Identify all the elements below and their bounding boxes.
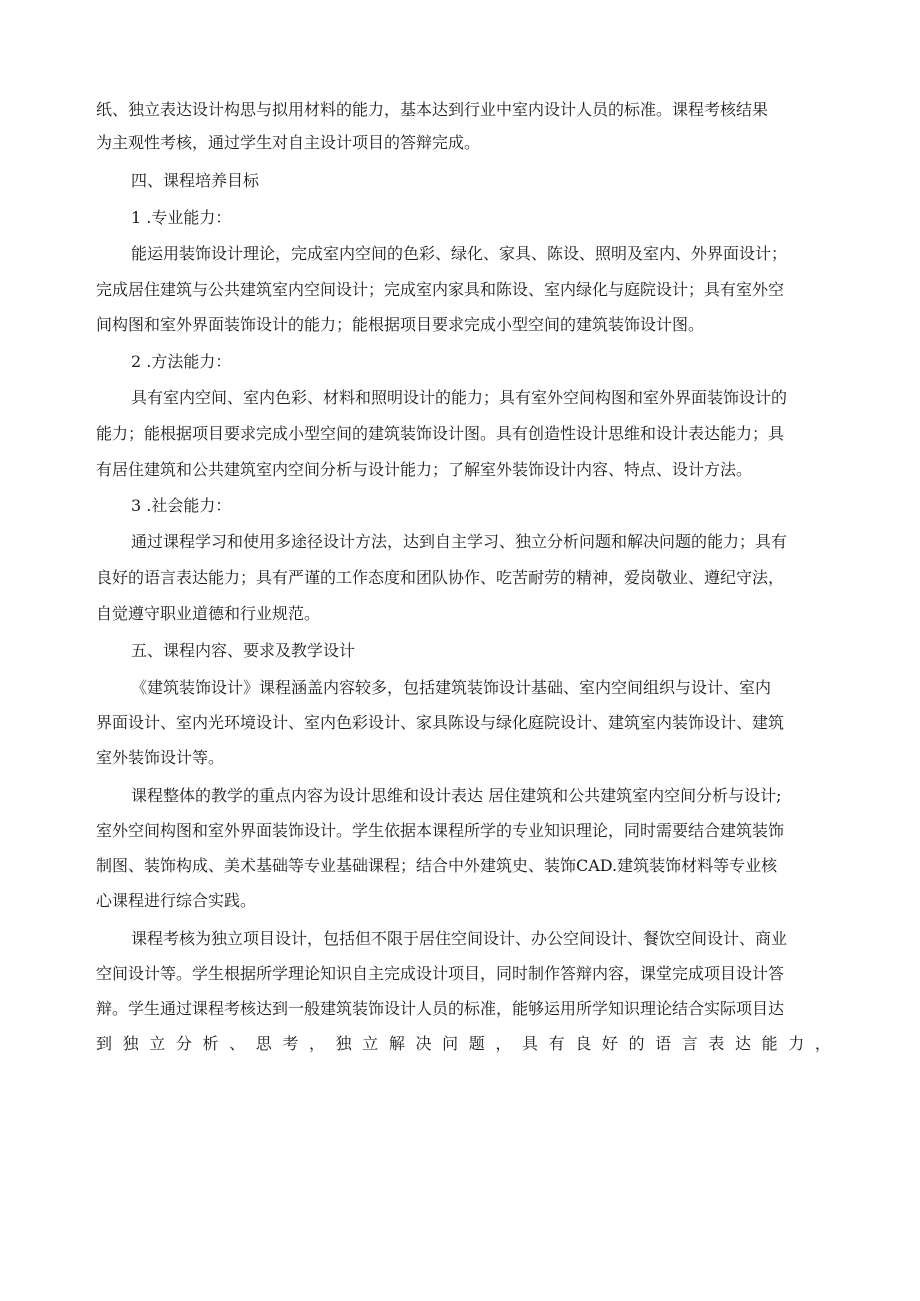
justified-char: 、 [229,1034,246,1053]
paragraph-line: 纸、独立表达设计构思与拟用材料的能力，基本达到行业中室内设计人员的标准。课程考核结果 [96,100,769,119]
paragraph-line: 具有室内空间、室内色彩、材料和照明设计的能力；具有室外空间构图和室外界面装饰设计的 [131,388,788,407]
subsection-heading: 1 .专业能力： [131,208,232,227]
paragraph-line: 通过课程学习和使用多途径设计方法，达到自主学习、独立分析问题和解决问题的能力；具有 [131,532,788,551]
paragraph-line: 能运用装饰设计理论，完成室内空间的色彩、绿化、家具、陈设、照明及室内、外界面设计； [131,244,788,263]
paragraph-line: 空间设计等。学生根据所学理论知识自主完成设计项目，同时制作答辩内容，课堂完成项目设计答 [96,964,785,983]
justified-char: 有 [548,1034,565,1053]
paragraph-line: 心课程进行综合实践。 [96,891,257,910]
justified-char: ， [814,1034,831,1053]
justified-char: 能 [761,1034,778,1053]
justified-char: ， [309,1034,326,1053]
justified-char: 言 [681,1034,698,1053]
justified-char: 题 [468,1034,485,1053]
paragraph-line: 制图、装饰构成、美术基础等专业基础课程；结合中外建筑史、装饰CAD.建筑装饰材料等专业核 [96,856,778,875]
section-heading: 五、课程内容、要求及教学设计 [131,641,356,660]
paragraph-line: 间构图和室外界面装饰设计的能力；能根据项目要求完成小型空间的建筑装饰设计图。 [96,315,705,334]
justified-char: 立 [149,1034,166,1053]
justified-char: 表 [708,1034,725,1053]
justified-char: 分 [175,1034,192,1053]
paragraph-line: 课程整体的教学的重点内容为设计思维和设计表达 居住建筑和公共建筑室内空间分析与设计; [131,786,782,805]
paragraph-line: 界面设计、室内光环境设计、室内色彩设计、家具陈设与绿化庭院设计、建筑室内装饰设计、建筑 [96,713,785,732]
justified-char: 良 [575,1034,592,1053]
paragraph-line: 《建筑装饰设计》课程涵盖内容较多，包括建筑装饰设计基础、室内空间组织与设计、室内 [131,678,772,697]
justified-char: 析 [202,1034,219,1053]
justified-char: 思 [255,1034,272,1053]
paragraph-line: 室外装饰设计等。 [96,748,225,767]
justified-char: 好 [601,1034,618,1053]
justified-char: 解 [388,1034,405,1053]
justified-paragraph-line [96,1032,831,1056]
paragraph-line: 完成居住建筑与公共建筑室内空间设计；完成室内家具和陈设、室内绿化与庭院设计；具有室外空 [96,280,785,299]
paragraph-line: 良好的语言表达能力；具有严谨的工作态度和团队协作、吃苦耐劳的精神，爱岗敬业、遵纪守法， [96,568,785,587]
paragraph-line: 能力；能根据项目要求完成小型空间的建筑装饰设计图。具有创造性设计思维和设计表达能力；具 [96,424,785,443]
paragraph-line: 自觉遵守职业道德和行业规范。 [96,604,321,623]
paragraph-line: 课程考核为独立项目设计，包括但不限于居住空间设计、办公空间设计、餐饮空间设计、商业 [131,929,788,948]
justified-char: 的 [628,1034,645,1053]
justified-char: 独 [335,1034,352,1053]
justified-char: 问 [442,1034,459,1053]
justified-char: 决 [415,1034,432,1053]
paragraph-line: 辩。学生通过课程考核达到一般建筑装饰设计人员的标准，能够运用所学知识理论结合实际项目达 [96,999,785,1018]
justified-char: ， [495,1034,512,1053]
subsection-heading: 3 .社会能力： [131,496,232,515]
justified-char: 独 [122,1034,139,1053]
subsection-heading: 2 .方法能力： [131,352,232,371]
justified-char: 力 [788,1034,805,1053]
paragraph-line: 有居住建筑和公共建筑室内空间分析与设计能力；了解室外装饰设计内容、特点、设计方法。 [96,460,753,479]
justified-char: 考 [282,1034,299,1053]
justified-char: 语 [655,1034,672,1053]
paragraph-line: 为主观性考核，通过学生对自主设计项目的答辩完成。 [96,133,481,152]
justified-char: 具 [522,1034,539,1053]
justified-char: 立 [362,1034,379,1053]
paragraph-line: 室外空间构图和室外界面装饰设计。学生依据本课程所学的专业知识理论，同时需要结合建筑装饰 [96,821,785,840]
justified-char: 达 [735,1034,752,1053]
section-heading: 四、课程培养目标 [131,171,260,190]
justified-char: 到 [96,1034,113,1053]
